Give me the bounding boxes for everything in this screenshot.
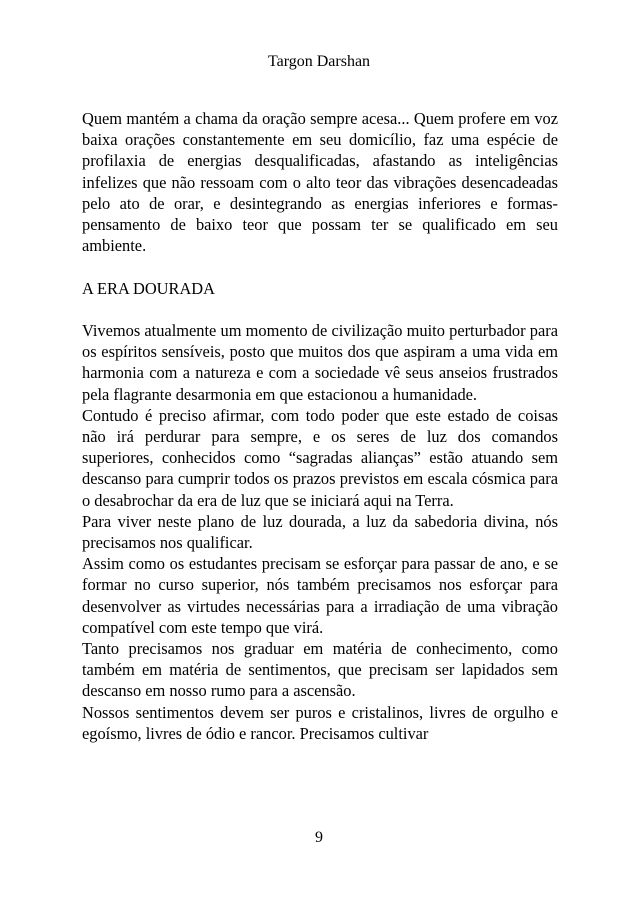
intro-paragraph: Quem mantém a chama da oração sempre acesa... Quem profere em voz baixa orações constantemente em seu domicílio, faz uma espécie de profilaxia de energias desqualificadas, afastando as inteligências infelizes que não ressoam com o alto teor das vibrações desencadeadas pelo ato de orar, e desintegrando as energias inferiores e formas-pensamento de baixo teor que possam ter se qualificado em seu ambiente.	[82, 109, 558, 256]
body-paragraph: Assim como os estudantes precisam se esforçar para passar de ano, e se formar no curso superior, nós também precisamos nos esforçar para desenvolver as virtudes necessárias para a irradiação de uma vibração compatível com este tempo que virá.	[82, 554, 558, 637]
body-paragraph: Contudo é preciso afirmar, com todo poder que este estado de coisas não irá perdurar para sempre, e os seres de luz dos comandos superiores, conhecidos como “sagradas alianças” estão atuando sem descanso para cumprir todos os prazos previstos em escala cósmica para o desabrochar da era de luz que se iniciará aqui na Terra.	[82, 405, 558, 510]
body-paragraph: Vivemos atualmente um momento de civilização muito perturbador para os espíritos sensíveis, posto que muitos dos que aspiram a uma vida em harmonia com a natureza e com a sociedade vê seus anseios frustrados pela flagrante desarmonia em que estacionou a humanidade.	[82, 321, 558, 404]
body-paragraph: Para viver neste plano de luz dourada, a luz da sabedoria divina, nós precisamos nos qualificar.	[82, 511, 558, 553]
section-heading: A ERA DOURADA	[82, 278, 215, 298]
body-paragraph: Tanto precisamos nos graduar em matéria de conhecimento, como também em matéria de sentimentos, que precisam ser lapidados sem descanso em nosso rumo para a ascensão.	[82, 639, 558, 701]
page-body	[82, 108, 558, 744]
running-header: Targon Darshan	[267, 53, 371, 70]
page-number: 9	[315, 829, 323, 846]
body-paragraph: Nossos sentimentos devem ser puros e cristalinos, livres de orgulho e egoísmo, livres de ódio e rancor. Precisamos cultivar	[82, 702, 558, 743]
